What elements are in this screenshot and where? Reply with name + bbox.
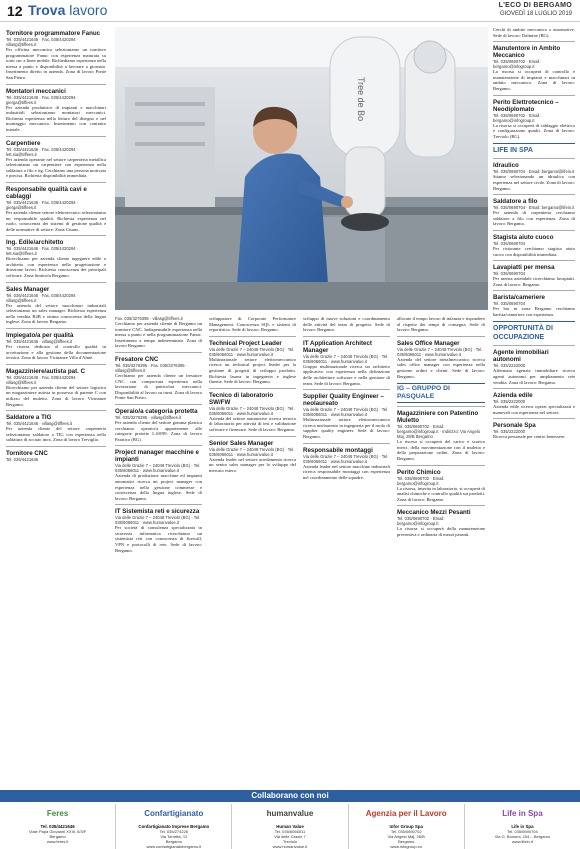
job-contact: Tel. 035/0690704 (493, 240, 526, 246)
divider (493, 41, 575, 42)
partner-info-line: Tel. 035/0690704 (507, 829, 538, 834)
job-title: Responsabile montaggi (303, 446, 373, 454)
job-title: Montatori meccanici (6, 87, 66, 95)
job-description: Per azienda di carpenteria cerchiamo saldatore a filo con esperienza. Zona di lavoro: Bergamo. (493, 210, 575, 227)
job-title: Responsabile qualità cavi e cablaggi (6, 185, 87, 200)
job-contact: Tel. 035/4421646 · Fax. 035/4420294 · lett.sia@tiffees.it (6, 246, 79, 257)
divider (397, 336, 485, 337)
job-description: Ricerchiamo per azienda cliente ingegnere edile o architetto con esperienza nella progettazione e direzione lavori. Richiesta conoscenza dei principali software. Zona limitrofa Bergamo. (6, 256, 106, 279)
partner-box (0, 804, 116, 849)
partner-info-line: Via Torretta, 12 (160, 834, 188, 839)
masthead (499, 2, 572, 18)
job-title: Perito Elettrotecnico – Neodiplomato (493, 98, 559, 113)
job-description: Cerchiamo per azienda cliente di Bergamo un tornitore CNC. Indispensabile esperienza nella messa a punto e nella programmazione Fanuc. Inserimento a tempo indeterminato. Zona di lavoro Bergamo. (115, 321, 202, 349)
job-title: Azienda edile (493, 392, 533, 400)
partner-logo: Life in Spa (502, 809, 543, 818)
divider (303, 336, 390, 337)
partner-info-line: www.lifein.it (511, 839, 533, 844)
partner-logo: Feres (46, 809, 69, 818)
job-contact: Tel. 035/3276395 · Fax. 035/3276395 · villasg@tiffees.it (115, 362, 188, 373)
job-contact: Tel. 035/2222000 (493, 399, 526, 405)
column-1 (6, 27, 106, 785)
section-title (28, 2, 107, 18)
job-description: Azienda del settore automotive ricerca tecnico di laboratorio per attività di test e validazione software e firmware. Sede di lavoro: Bergamo. (209, 415, 296, 432)
job-title: Tornitore programmatore Fanuc (6, 30, 101, 37)
job-description: sviluppo di nuove soluzioni e coordinamento delle attività del team di progetto. Sede di lavoro: Bergamo. (303, 316, 390, 333)
partner-box (349, 804, 465, 849)
job-contact: Tel. 035/0690704 · Email: bergamo@lifein.it (493, 205, 575, 211)
job-description: Azienda leader nel settore arredamento ricerca un senior sales manager per lo sviluppo del mercato estero. (209, 456, 296, 473)
job-contact: Via delle Grazie 7 – 24048 Treviolo (BG) · Tel. 035/6066011 · www.humanvalue.it (303, 353, 389, 364)
job-description: Per officina meccanica selezioniamo un tornitore programmatore Fanuc con esperienza maturata su torni cnc a linea mobile. Richiediamo esperienza nella messa a punto e disponibilità a lavorare a giornata. Inserimento diretto in azienda. Zona di lavoro Ponte San Pietro. (6, 47, 106, 80)
job-title: Magazziniere/autista pat. C (6, 367, 86, 375)
partner-info-line: Tel. 035/4421646 (40, 824, 75, 829)
job-description: Azienda leader nel settore macchine industriali ricerca responsabile montaggi con esperienza nel coordinamento delle squadre. (303, 463, 390, 480)
column-6 (493, 27, 575, 785)
partner-info-line: www.confartigianatobergamo.it (146, 844, 202, 849)
divider (303, 389, 390, 390)
partner-logo: Agenzia per il Lavoro (365, 809, 447, 818)
column-5 (397, 316, 485, 785)
divider (115, 352, 202, 353)
job-description: Stiamo selezionando un idraulico con esperienza nel settore civile. Zona di lavoro: Bergamo. (493, 174, 575, 191)
divider (6, 446, 106, 447)
partner-info (116, 824, 231, 849)
job-description: Per azienda cliente settore elettrotecnico selezioniamo un responsabile qualità. Richiesta esperienza nel ruolo, conoscenza dei sistemi di gestione qualità e delle normative di settore. Zona Cisano. (6, 209, 106, 232)
divider (115, 504, 202, 505)
partners-bar (0, 790, 580, 802)
job-description: La risorsa si occuperà del carico e scarico merci, della movimentazione con il muletto e della preparazione ordini. Zona di lavoro: Bergamo. (397, 439, 485, 461)
job-description: La risorsa si occuperà della manutenzione preventiva e ordinaria di mezzi pesanti. (397, 526, 485, 537)
partner-info-line: www.infogroup.eu (390, 844, 423, 849)
job-contact: Via delle Grazie 7 – 24048 Treviolo (BG) · Tel. 035/6066011 · www.humanvalue.it (303, 453, 389, 464)
job-contact: Tel. 035/4421646 · villasg@tiffees.it (6, 421, 73, 427)
job-title: Barista/cameriere (493, 294, 545, 302)
job-contact: Tel. 035/2222000 (493, 429, 526, 435)
divider (6, 328, 106, 329)
job-contact: Tel. 035/0690702 · Email: bergamo@infogroup.it · Indirizzo: Via Angelo Maj, 28/B Bergamo (397, 424, 481, 440)
issue-date: GIOVEDÌ 18 LUGLIO 2019 (499, 11, 572, 17)
section-title-rest: lavoro (69, 2, 108, 18)
partner-info-line: Bergamo (398, 839, 415, 844)
job-title: Fresatore CNC (115, 355, 159, 363)
partner-info-line: Tel. 035/274226 (159, 829, 189, 834)
job-contact: Tel. 035/4421646 · Fax. 035/4420294 · lett.sia@tiffees.it (6, 146, 79, 157)
job-description: La risorsa si occuperà di controllo e manutenzione di impianti e macchinari in ambito meccanico. Zona di lavoro: Bergamo. (493, 69, 575, 91)
job-title: Personale Spa (493, 422, 536, 430)
job-title: Carpentiere (6, 139, 41, 147)
job-title: Ing. Edile/architetto (6, 239, 64, 247)
divider (115, 404, 202, 405)
job-description: Azienda del settore metalmeccanico ricerca sales office manager con esperienza nella gestione ordini e clienti. Sede di lavoro: Bergamo. (397, 356, 485, 379)
job-contact: Tel. 035/0690704 · Email: bergamo@lifein.it (493, 169, 575, 175)
partner-info-line: Via Angelo Maj, 28/B (387, 834, 425, 839)
divider (493, 388, 575, 389)
job-contact: Via delle Grazie 7 – 24048 Treviolo (BG) · Tel. 035/6066011 · www.humanvalue.it (397, 346, 483, 357)
job-contact: Via delle Grazie 7 – 24048 Treviolo (BG) · Tel. 035/6066011 · www.humanvalue.it (115, 463, 201, 474)
job-title: Manutentore in Ambito Meccanico (493, 45, 561, 60)
job-contact: Tel. 035/4421646 · Fax. 035/4420294 · villasg@tiffees.it (6, 292, 79, 303)
partner-info (349, 824, 464, 849)
job-title: Tornitore CNC (6, 449, 48, 457)
divider (6, 364, 106, 365)
page-header (0, 0, 580, 22)
job-title: Supplier Quality Engineer – neolaureato (303, 393, 384, 408)
divider (6, 136, 106, 137)
partner-info-line: www.humanvalue.it (272, 844, 308, 849)
job-contact: Via delle Grazie 7 – 24048 Treviolo (BG) · Tel. 035/6066011 · www.humanvalue.it (209, 346, 295, 357)
section-heading: LIFE IN SPA (493, 143, 575, 155)
divider (6, 282, 106, 283)
job-title: IT Sistemista reti e sicurezza (115, 508, 200, 516)
job-contact: Tel. 035/0690702 · Email: bergamo@infogroup.it (397, 475, 445, 486)
divider (493, 230, 575, 231)
job-description: La risorsa si occuperà di cablaggio elettrico e configurazione quadri. Zona di lavoro: Treviolo (BG). (493, 122, 575, 139)
divider (493, 345, 575, 346)
job-contact: Tel. 035/0690704 (493, 301, 526, 307)
job-title: Impiegato/a per qualità (6, 332, 74, 340)
job-contact: Via delle Grazie 7 – 24048 Treviolo (BG) · Tel. 035/6066011 · www.humanvalue.it (115, 515, 201, 526)
column-4 (303, 316, 390, 785)
job-contact: Tel. 035/0690702 · Email: bergamo@infogroup.it (397, 516, 445, 527)
job-title: Operaio/a categoria protetta (115, 407, 198, 415)
divider (209, 336, 296, 337)
partner-info-line: Tel. 035/6066011 (274, 829, 306, 834)
job-title: Sales Office Manager (397, 339, 460, 347)
paper-name: L'ECO DI BERGAMO (498, 2, 572, 9)
job-description: Ricerca personale per centro benessere. (493, 434, 566, 440)
job-title: Lavapiatti per mensa (493, 264, 555, 272)
job-description: Cerchiamo per azienda cliente un fresatore CNC con comprovata esperienza nella lavorazione di particolari meccanici. Disponibilità al lavoro su turni. Zona di lavoro Ponte San Pietro. (115, 372, 202, 401)
job-description: Per ristorante cerchiamo stagista aiuto cuoco con disponibilità immediata. (493, 245, 575, 257)
job-contact: Tel. 035/3276395 · villasg@tiffees.it (115, 414, 182, 420)
divider (303, 443, 390, 444)
job-contact: Via delle Grazie 7 – 24048 Treviolo (BG) · Tel. 035/6066011 · www.humanvalue.it (303, 407, 389, 418)
partner-info-line: Viale Papa Giovanni XXIII, 6/3/F (28, 829, 87, 834)
job-description: Affermata agenzia immobiliare ricerca agenti autonomi per ampliamento rete vendita. Zona di lavoro: Bergamo. (493, 368, 575, 385)
job-contact: Fax. 035/3276395 · villasg@tiffees.it (115, 316, 183, 321)
divider (493, 290, 575, 291)
partner-info-line: Tel. 035/0690702 (390, 829, 422, 834)
job-description: Per azienda operante nel settore carpenteria metallica selezioniamo un carpentiere con esperienza nella saldatura a filo e tig. Cerchiamo una persona motivata e precisa. Richiesta disponibilità immediata. (6, 156, 106, 179)
job-title: Project manager macchine e impianti (115, 449, 199, 464)
section-title-bold: Trova (28, 2, 66, 18)
job-description: Per società di consulenza specializzata in sicurezza informatica ricerchiamo un sistemista reti con conoscenza di firewall, VPN e protocolli di rete. Sede di lavoro: Bergamo. (115, 525, 202, 553)
section-heading: OPPORTUNITÀ DI OCCUPAZIONE (493, 321, 575, 342)
partner-info-line: Life in Spa (511, 824, 534, 829)
divider (6, 410, 106, 411)
partner-box (232, 804, 348, 849)
job-title: Saldatore a filo (493, 198, 538, 206)
agency-heading: IG – GRUPPO DI PASQUALE (397, 383, 485, 403)
divider (493, 194, 575, 195)
job-title: Agente immobiliari autonomi (493, 349, 549, 364)
job-description: Per azienda produttrice di impianti e macchinari industriali selezioniamo montatori meccanici. Richiesta esperienza nella lettura del disegno e nel montaggio meccanico. Inserimento con contratto iniziale. (6, 104, 106, 132)
job-contact: Tel. 035/0690704 (493, 271, 526, 277)
job-description: Per risorsa dedicata al controllo qualità in accettazione e alla gestione della documentazione tecnica. Zona di lavoro Vicinanze Villa d'Almè. (6, 344, 106, 361)
divider (115, 445, 202, 446)
job-contact: Tel. 035/4421646 · Fax. 035/4420294 · gierga@tiffees.it (6, 94, 79, 105)
divider (209, 388, 296, 389)
column-2 (115, 316, 202, 785)
job-description: Multinazionale settore elettromeccanico ricerca un technical project leader per la gestione di progetti di sviluppo prodotto. Richiesta laurea in ingegneria e inglese fluente. Sede di lavoro: Bergamo. (209, 356, 296, 385)
column-3 (209, 316, 296, 785)
partner-info-line: Via delle Grazie 7 (274, 834, 306, 839)
factory-photo (115, 27, 488, 310)
job-title: Technical Project Leader (209, 339, 282, 347)
job-contact: Tel. 035/2222000 (493, 363, 526, 369)
robot-arm-illustration (115, 27, 488, 310)
job-description: allocate il tempo lavoro di infanzia e rispondere al rispetto dei tempi di consegna. Sede di lavoro: Bergamo. (397, 316, 485, 333)
job-contact: Tel. 035/4421646 · Fax. 035/4420294 · villasg@tiffees.it (6, 374, 79, 385)
job-title: Idraulico (493, 162, 519, 170)
job-title: Perito Chimico (397, 468, 441, 476)
partner-info (0, 824, 115, 844)
partner-logo: humanvalue (266, 809, 314, 818)
job-description: Azienda di produzione macchine ed impianti automatici ricerca un project manager con esperienza nella gestione commesse e conoscenza della lingua inglese. Sede di lavoro: Bergamo. (115, 473, 202, 501)
divider (6, 235, 106, 236)
job-description: Per azienda cliente del settore carpenteria selezioniamo saldatore a TIG con esperienza nella saldatura di acciaio inox. Zona di lavoro Treviglio. (6, 426, 106, 443)
partner-info (232, 824, 347, 849)
partner-info-line: Confartigianato Imprese Bergamo (138, 824, 210, 829)
job-title: Sales Manager (6, 285, 50, 293)
job-description: sviluppatore di Corporate Performance Management. Conoscenza SQL e sistemi di reportistica. Sede di lavoro: Bergamo. (209, 316, 296, 333)
partner-box (116, 804, 232, 849)
partner-info-line: www.feres.it (46, 839, 69, 844)
job-description: Cerchi di ambito meccanico o automotive. Sede di lavoro: Dalmine (BG). (493, 27, 575, 38)
divider (493, 418, 575, 419)
divider (493, 260, 575, 261)
job-title: Magazziniere con Patentino Muletto (397, 410, 479, 425)
job-title: Stagista aiuto cuoco (493, 233, 554, 241)
partner-box (465, 804, 580, 849)
job-description: Per azienda cliente del settore gomma plastica cerchiamo operaio/a appartenente alle categorie protette L.68/99. Zona di lavoro Paratico (BG). (115, 419, 202, 442)
partner-info-line: Bergamo (165, 839, 182, 844)
job-contact: Tel. 035/4421646 · Fax. 035/4420294 · villasg@tiffees.it (6, 37, 79, 47)
divider (493, 158, 575, 159)
partner-logos (0, 804, 580, 849)
job-title: IT Application Architect Manager (303, 339, 372, 354)
partner-info-line: Infor Group Spa (389, 824, 423, 829)
job-title: Senior Sales Manager (209, 439, 274, 447)
job-description: Per mensa aziendale ricerchiamo lavapiatti. Zona di lavoro: Bergamo. (493, 276, 575, 287)
divider (6, 84, 106, 85)
divider (397, 406, 485, 407)
job-title: Tecnico di laboratorio SW/FW (209, 391, 274, 406)
robot-arm-label: Tree de Bo (356, 77, 366, 122)
partner-info-line: Bergamo (49, 834, 66, 839)
partner-info-line: Treviolo (282, 839, 298, 844)
page-number: 12 (7, 3, 23, 19)
job-contact: Tel. 035/4421646 · villasg@tiffees.it (6, 339, 73, 345)
job-description: Per azienda del settore macchinari industriali selezioniamo un sales manager. Richiesta esperienza nella vendita B2B e ottima conoscenza della lingua inglese. Zona di lavoro Bergamo. (6, 302, 106, 325)
job-contact: Tel. 035/0690702 · Email: bergamo@infogroup.it (493, 59, 541, 70)
job-contact: Tel. 035/0690702 · Email: bergamo@infogroup.it (493, 112, 541, 123)
partners-footer (0, 790, 580, 849)
job-description: Gruppo multinazionale ricerca un architetto applicativo con esperienza nella definizione delle architetture software e nella gestione di team. Sede di lavoro: Bergamo. (303, 363, 390, 386)
divider (397, 505, 485, 506)
job-description: La risorsa, inserita in laboratorio, si occuperà di analisi chimiche e controllo qualità sui prodotti. Zona di lavoro: Bergamo. (397, 485, 485, 502)
job-contact: Tel. 035/4421646 (6, 456, 39, 462)
divider (209, 436, 296, 437)
partner-logo: Confartigianato (144, 809, 204, 818)
job-contact: Via delle Grazie 7 – 24048 Treviolo (BG) · Tel. 035/6066011 · www.humanvalue.it (209, 405, 295, 416)
partner-info (465, 824, 580, 844)
divider (493, 95, 575, 96)
partner-info-line: Via G. Bonomi, 154 – Bergamo (494, 834, 551, 839)
job-description: Azienda edile ricerca operai specializzati e manovali con esperienza nel settore. (493, 404, 575, 415)
divider (6, 182, 106, 183)
job-description: Ricerchiamo per azienda cliente del settore logistica un magazziniere autista in possesso di patente C con utilizzo del muletto. Zona di lavoro Vicinanze Bergamo. (6, 384, 106, 407)
divider (397, 465, 485, 466)
job-contact: Tel. 035/4421646 · Fax. 035/4420294 · gierga@tiffees.it (6, 199, 79, 210)
partners-title: Collaborano con noi (251, 791, 329, 800)
job-description: Multinazionale settore elettromeccanico ricerca neolaureato in ingegneria per il ruolo di supplier quality engineer. Sede di lavoro: Bergamo. (303, 417, 390, 439)
job-contact: Via delle Grazie 7 – 24048 Treviolo (BG) · Tel. 035/6066011 · www.humanvalue.it (209, 446, 295, 457)
job-description: Per bar in zona Bergamo cerchiamo barista/cameriere con esperienza. (493, 306, 575, 317)
job-title: Saldatore a TIG (6, 414, 52, 422)
job-title: Meccanico Mezzi Pesanti (397, 509, 471, 517)
partner-info-line: Human Value (276, 824, 304, 829)
